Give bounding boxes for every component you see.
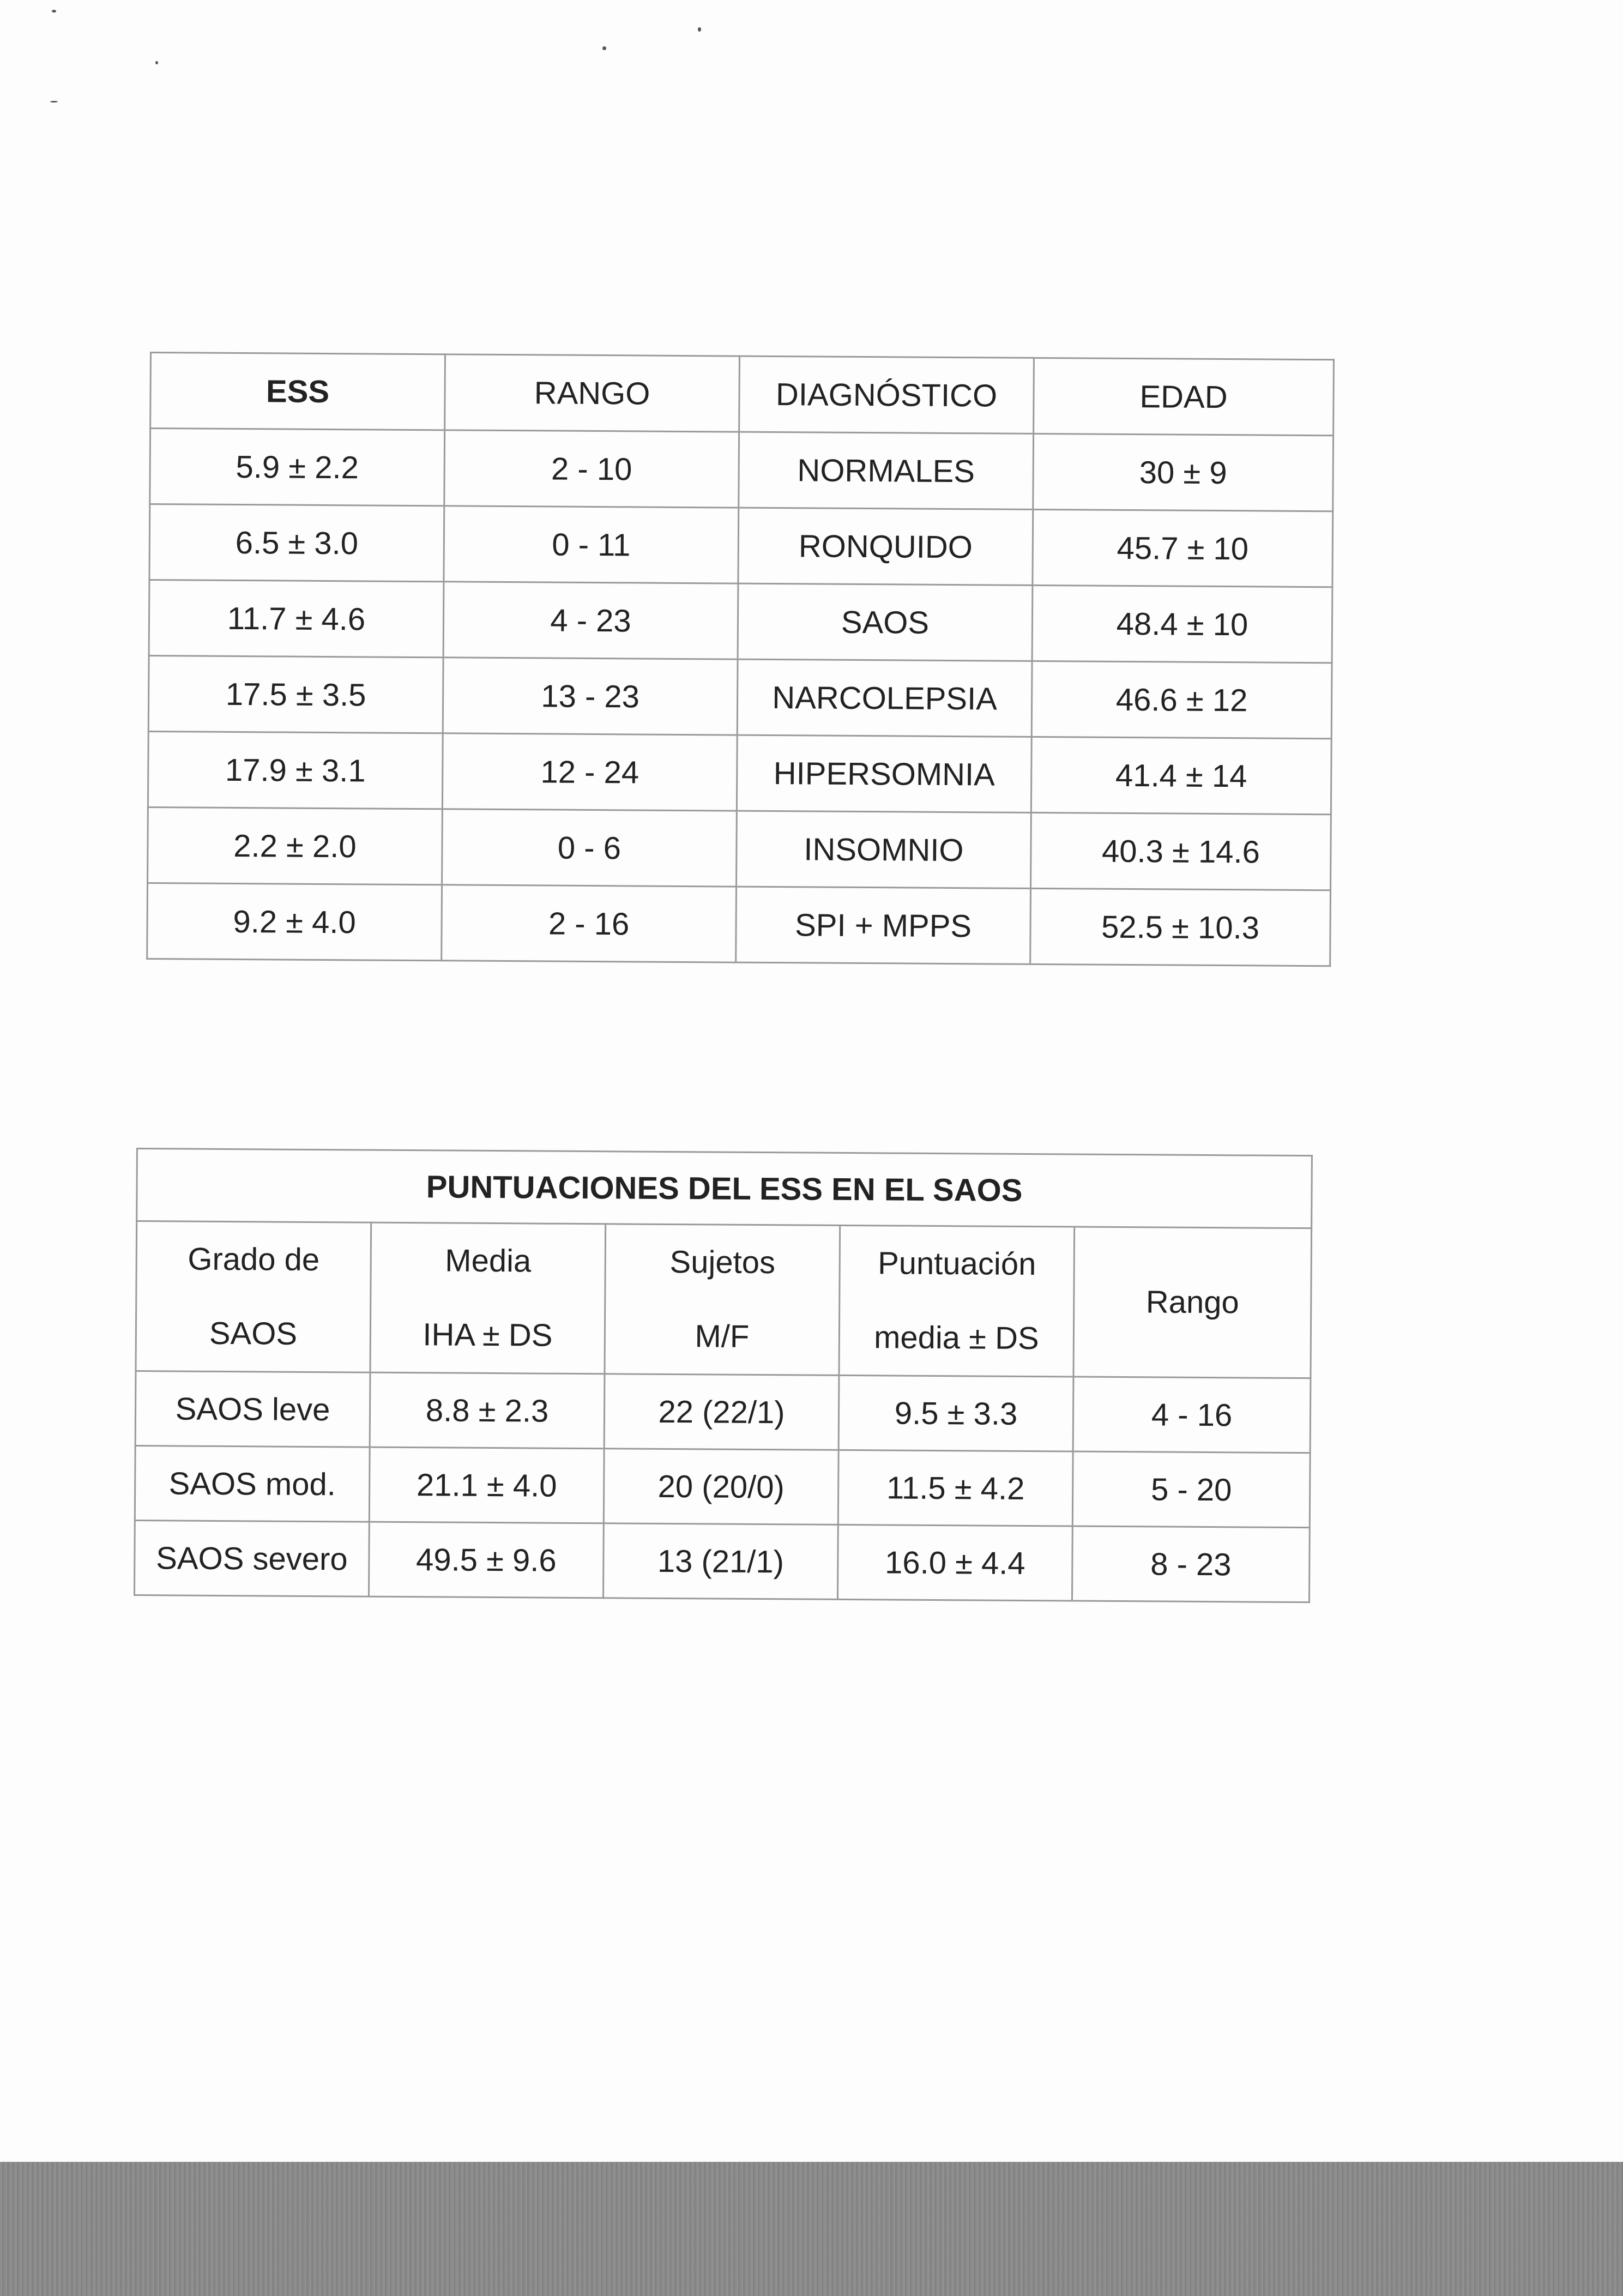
scan-speck — [602, 46, 606, 50]
ess-header-diagnostico: DIAGNÓSTICO — [739, 356, 1034, 433]
puntuacion-cell: 9.5 ± 3.3 — [838, 1375, 1073, 1451]
table-row — [148, 731, 1331, 814]
edad-cell: 46.6 ± 12 — [1031, 661, 1332, 738]
header-line: Grado de — [188, 1241, 320, 1278]
header-line: IHA ± DS — [423, 1317, 553, 1353]
saos-title-row — [137, 1149, 1312, 1228]
rango-cell: 0 - 6 — [442, 809, 737, 887]
table-row — [147, 883, 1331, 966]
table-row — [134, 1520, 1310, 1602]
diagnostico-cell: SAOS — [738, 583, 1033, 661]
saos-header-sujetos — [605, 1224, 840, 1376]
table-row — [149, 504, 1333, 587]
diagnostico-cell: RONQUIDO — [738, 508, 1033, 585]
diagnostico-cell: NARCOLEPSIA — [737, 659, 1032, 737]
ess-header-ess: ESS — [150, 353, 445, 430]
edad-cell: 52.5 ± 10.3 — [1030, 888, 1331, 966]
scanner-edge-strip — [0, 2162, 1623, 2296]
rango-cell: 4 - 23 — [443, 582, 738, 659]
rango-cell: 0 - 11 — [444, 506, 739, 583]
rango-cell: 13 - 23 — [443, 658, 738, 735]
ess-header-edad: EDAD — [1034, 358, 1334, 435]
media-cell: 49.5 ± 9.6 — [369, 1522, 604, 1598]
saos-table-title: PUNTUACIONES DEL ESS EN EL SAOS — [137, 1149, 1312, 1228]
table-row — [148, 807, 1331, 890]
ess-table-header-row — [150, 353, 1334, 436]
rango-cell: 2 - 10 — [444, 430, 739, 508]
header-line: Sujetos — [669, 1244, 776, 1281]
diagnostico-cell: NORMALES — [739, 432, 1034, 509]
ess-cell: 11.7 ± 4.6 — [149, 580, 444, 658]
edad-cell: 40.3 ± 14.6 — [1031, 812, 1331, 890]
rango-cell: 8 - 23 — [1072, 1526, 1310, 1602]
header-line: SAOS — [209, 1315, 298, 1352]
edad-cell: 30 ± 9 — [1033, 433, 1334, 511]
table-row — [149, 580, 1332, 663]
diagnostico-cell: INSOMNIO — [737, 811, 1031, 888]
ess-diagnosis-table — [146, 352, 1335, 967]
saos-header-row — [136, 1221, 1312, 1378]
grado-cell: SAOS severo — [134, 1520, 369, 1596]
rango-cell: 4 - 16 — [1073, 1377, 1311, 1453]
scan-speck — [50, 101, 58, 103]
media-cell: 21.1 ± 4.0 — [369, 1447, 604, 1523]
table-row — [135, 1445, 1310, 1527]
header-line: Media — [445, 1243, 532, 1279]
rango-cell: 12 - 24 — [442, 733, 737, 811]
scan-speck — [52, 10, 56, 13]
header-line: Rango — [1145, 1284, 1239, 1321]
sujetos-cell: 22 (22/1) — [604, 1374, 839, 1450]
grado-cell: SAOS mod. — [135, 1445, 370, 1522]
scan-speck — [698, 27, 701, 32]
rango-cell: 5 - 20 — [1072, 1451, 1310, 1528]
header-line: Puntuación — [877, 1245, 1036, 1282]
table-row — [148, 655, 1332, 738]
saos-header-grado — [136, 1221, 371, 1373]
saos-header-media — [370, 1222, 606, 1374]
ess-cell: 9.2 ± 4.0 — [147, 883, 442, 960]
diagnostico-cell: HIPERSOMNIA — [737, 735, 1031, 812]
ess-cell: 2.2 ± 2.0 — [148, 807, 443, 884]
edad-cell: 48.4 ± 10 — [1032, 585, 1332, 662]
table-row — [135, 1371, 1311, 1453]
media-cell: 8.8 ± 2.3 — [370, 1372, 605, 1449]
saos-scores-table — [134, 1148, 1313, 1603]
puntuacion-cell: 11.5 ± 4.2 — [838, 1450, 1073, 1526]
ess-header-rango: RANGO — [445, 354, 740, 432]
rango-cell: 2 - 16 — [442, 885, 737, 962]
edad-cell: 41.4 ± 14 — [1031, 737, 1331, 814]
scan-speck — [155, 61, 158, 64]
saos-header-puntuacion — [839, 1225, 1075, 1377]
header-line: M/F — [695, 1318, 750, 1354]
ess-cell: 6.5 ± 3.0 — [149, 504, 444, 582]
puntuacion-cell: 16.0 ± 4.4 — [837, 1524, 1072, 1601]
grado-cell: SAOS leve — [135, 1371, 370, 1448]
sujetos-cell: 13 (21/1) — [603, 1523, 838, 1600]
header-line: media ± DS — [873, 1319, 1039, 1357]
ess-cell: 5.9 ± 2.2 — [150, 429, 445, 506]
saos-header-rango — [1073, 1227, 1312, 1378]
ess-cell: 17.5 ± 3.5 — [148, 655, 443, 733]
sujetos-cell: 20 (20/0) — [604, 1449, 838, 1525]
table-row — [150, 429, 1334, 511]
ess-cell: 17.9 ± 3.1 — [148, 731, 443, 809]
diagnostico-cell: SPI + MPPS — [736, 887, 1031, 964]
edad-cell: 45.7 ± 10 — [1033, 509, 1333, 587]
